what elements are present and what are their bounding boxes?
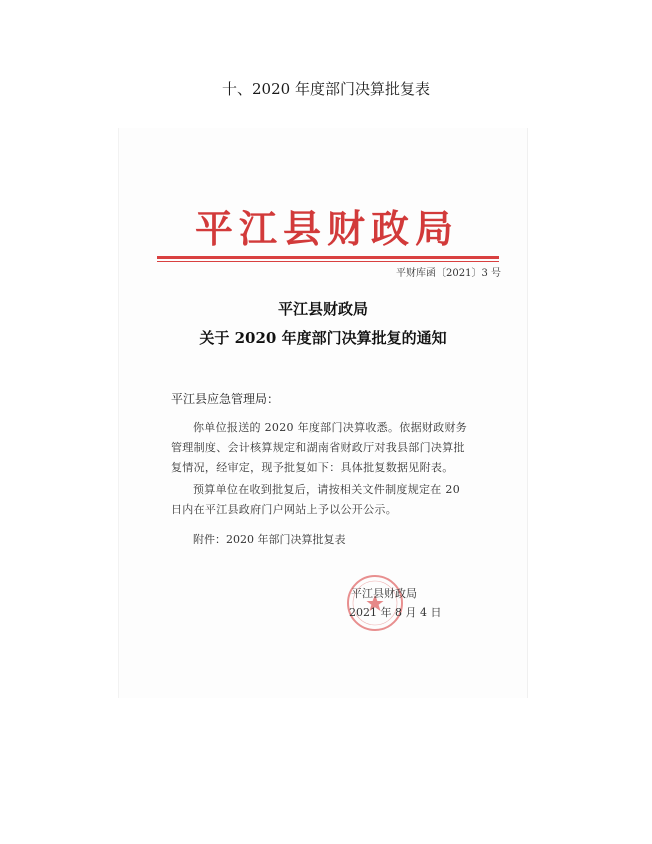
letterhead-divider-thin xyxy=(157,261,499,262)
body-paragraph-1: 你单位报送的 2020 年度部门决算收悉。依据财政财务管理制度、会计核算规定和湖南省财政厅对我县部门决算批复情况，经审定，现予批复如下：具体批复数据见附表。 xyxy=(171,421,468,474)
attachment-note: 附件：2020 年部门决算批复表 xyxy=(193,533,346,546)
official-seal-icon xyxy=(345,573,405,633)
signature-date: 2021 年 8 月 4 日 xyxy=(349,606,442,619)
recipient-line: 平江县应急管理局： xyxy=(171,392,280,406)
scanned-letter xyxy=(118,128,528,698)
document-number: 平财库函〔2021〕3 号 xyxy=(396,268,501,279)
notice-title-subject: 关于 2020 年度部门决算批复的通知 xyxy=(199,329,447,347)
letterhead-divider xyxy=(157,256,499,259)
letterhead-title: 平江县财政局 xyxy=(194,206,459,251)
signature-organization: 平江县财政局 xyxy=(351,587,417,600)
page-heading: 十、2020 年度部门决算批复表 xyxy=(222,80,430,98)
body-paragraph-2: 预算单位在收到批复后，请按相关文件制度规定在 20 日内在平江县政府门户网站上予以公开公示。 xyxy=(171,483,460,516)
notice-title-issuer: 平江县财政局 xyxy=(277,300,368,318)
